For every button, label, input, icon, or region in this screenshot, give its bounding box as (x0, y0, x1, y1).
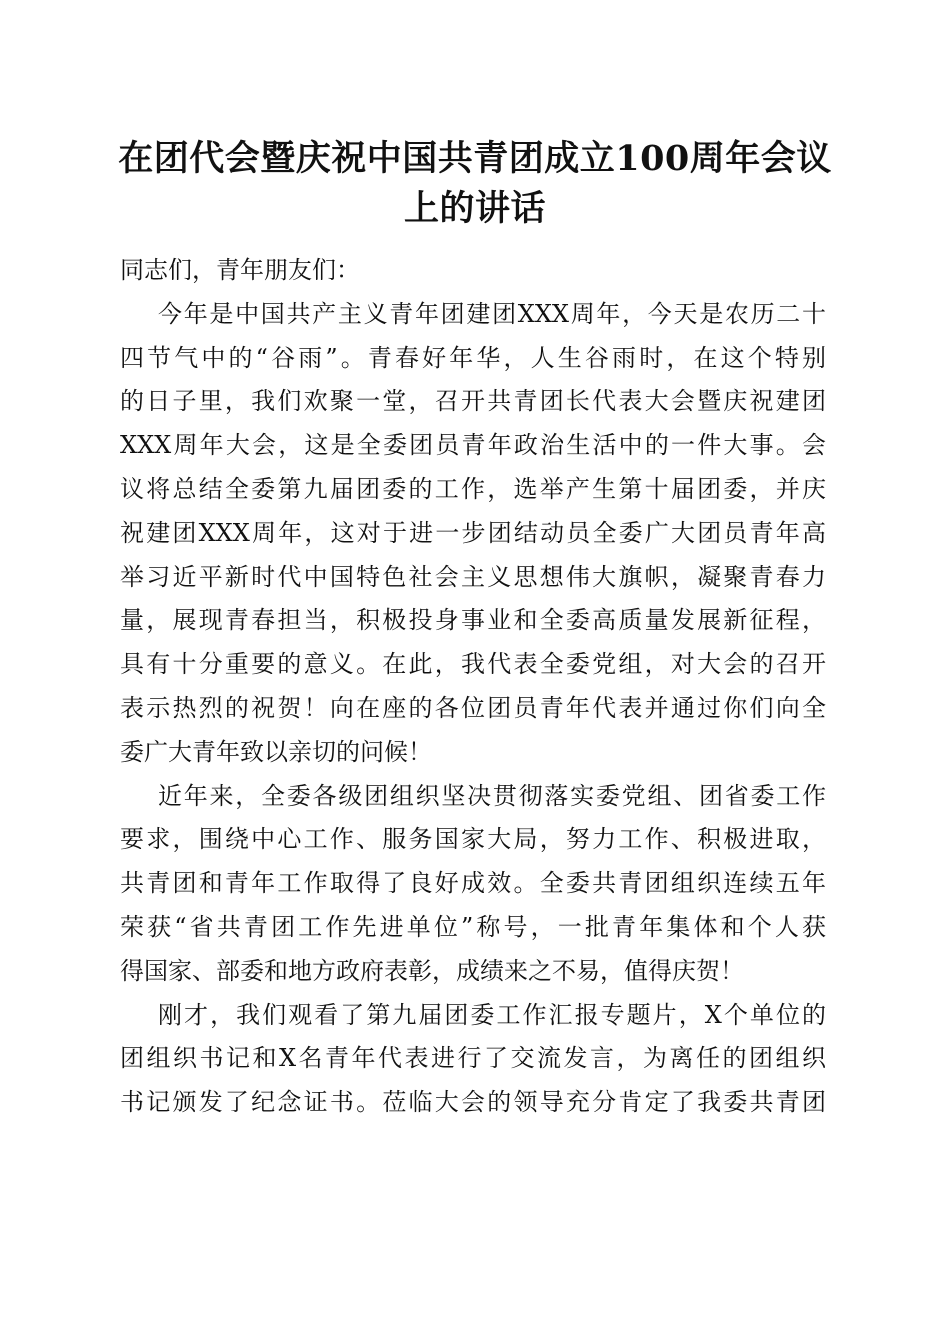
greeting: 同志们，青年朋友们： (120, 256, 360, 284)
paragraph-line: 四节气中的“谷雨”。青春好年华，人生谷雨时，在这个特别 (120, 343, 826, 372)
paragraph-1 (120, 293, 826, 775)
paragraph-line: 荣获“省共青团工作先进单位”称号，一批青年集体和个人获 (120, 912, 826, 941)
paragraph-line: 近年来，全委各级团组织坚决贯彻落实委党组、团省委工作 (158, 781, 826, 810)
paragraph-line: 要求，围绕中心工作、服务国家大局，努力工作、积极进取， (120, 825, 826, 854)
paragraph-3 (120, 994, 826, 1125)
paragraph-line: 祝建团XXX周年，这对于进一步团结动员全委广大团员青年高 (120, 518, 826, 547)
paragraph-line: XXX周年大会，这是全委团员青年政治生活中的一件大事。会 (120, 431, 826, 460)
document-body (120, 249, 826, 1125)
paragraph-line: 量，展现青春担当，积极投身事业和全委高质量发展新征程， (120, 606, 826, 635)
paragraph-line: 表示热烈的祝贺！向在座的各位团员青年代表并通过你们向全 (120, 693, 826, 722)
title-line-2: 上的讲话 (403, 188, 546, 229)
paragraph-line: 议将总结全委第九届团委的工作，选举产生第十届团委，并庆 (120, 474, 826, 503)
paragraph-line: 今年是中国共产主义青年团建团XXX周年，今天是农历二十 (158, 299, 826, 328)
paragraph-line: 刚才，我们观看了第九届团委工作汇报专题片，X个单位的 (158, 1000, 826, 1029)
paragraph-line: 书记颁发了纪念证书。莅临大会的领导充分肯定了我委共青团 (120, 1088, 826, 1117)
document-title (100, 134, 850, 234)
paragraph-line: 委广大青年致以亲切的问候！ (120, 737, 432, 766)
title-line-1: 在团代会暨庆祝中国共青团成立100周年会议 (118, 138, 832, 179)
paragraph-line: 具有十分重要的意义。在此，我代表全委党组，对大会的召开 (120, 650, 826, 679)
paragraph-line: 的日子里，我们欢聚一堂，召开共青团长代表大会暨庆祝建团 (120, 387, 826, 416)
paragraph-2 (120, 775, 826, 994)
paragraph-line: 得国家、部委和地方政府表彰，成绩来之不易，值得庆贺！ (120, 956, 744, 985)
paragraph-line: 举习近平新时代中国特色社会主义思想伟大旗帜，凝聚青春力 (120, 562, 826, 591)
paragraph-line: 共青团和青年工作取得了良好成效。全委共青团组织连续五年 (120, 869, 826, 898)
paragraph-line: 团组织书记和X名青年代表进行了交流发言，为离任的团组织 (120, 1044, 826, 1073)
